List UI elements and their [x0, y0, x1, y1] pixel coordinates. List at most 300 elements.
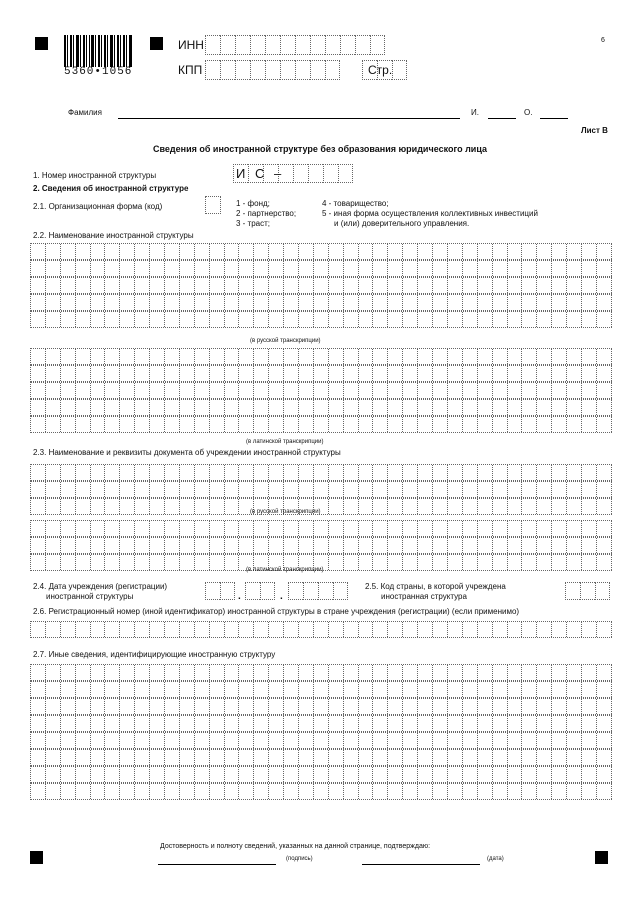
char-cell[interactable]: [478, 417, 493, 432]
char-cell[interactable]: [433, 383, 448, 398]
char-cell[interactable]: [61, 261, 76, 276]
char-cell[interactable]: [552, 261, 567, 276]
char-cell[interactable]: [299, 521, 314, 536]
grid-row[interactable]: [30, 243, 612, 260]
grid-row[interactable]: [30, 416, 612, 433]
char-cell[interactable]: [288, 582, 303, 600]
char-cell[interactable]: [150, 767, 165, 782]
char-cell[interactable]: [344, 400, 359, 415]
char-cell[interactable]: [31, 538, 46, 553]
char-cell[interactable]: [314, 784, 329, 799]
char-cell[interactable]: [478, 261, 493, 276]
char-cell[interactable]: [31, 244, 46, 259]
char-cell[interactable]: [120, 295, 135, 310]
char-cell[interactable]: [582, 383, 597, 398]
char-cell[interactable]: [478, 278, 493, 293]
char-cell[interactable]: [418, 622, 433, 637]
char-cell[interactable]: [205, 196, 221, 214]
char-cell[interactable]: [284, 261, 299, 276]
char-cell[interactable]: [567, 312, 582, 327]
char-cell[interactable]: [46, 622, 61, 637]
char-cell[interactable]: [284, 244, 299, 259]
char-cell[interactable]: [299, 465, 314, 480]
char-cell[interactable]: [46, 383, 61, 398]
char-cell[interactable]: [359, 555, 374, 570]
char-cell[interactable]: [552, 349, 567, 364]
char-cell[interactable]: [31, 665, 46, 680]
char-cell[interactable]: [388, 622, 403, 637]
char-cell[interactable]: [135, 538, 150, 553]
char-cell[interactable]: [225, 750, 240, 765]
grid-row[interactable]: [30, 621, 612, 638]
char-cell[interactable]: [180, 750, 195, 765]
char-cell[interactable]: [582, 400, 597, 415]
char-cell[interactable]: [463, 244, 478, 259]
char-cell[interactable]: [225, 383, 240, 398]
char-cell[interactable]: [210, 499, 225, 514]
grid-row[interactable]: [30, 382, 612, 399]
char-cell[interactable]: [567, 400, 582, 415]
char-cell[interactable]: [359, 622, 374, 637]
char-cell[interactable]: [508, 521, 523, 536]
char-cell[interactable]: [552, 538, 567, 553]
char-cell[interactable]: [46, 312, 61, 327]
char-cell[interactable]: [448, 555, 463, 570]
char-cell[interactable]: [76, 366, 91, 381]
char-cell[interactable]: [508, 366, 523, 381]
char-cell[interactable]: [31, 555, 46, 570]
char-cell[interactable]: [195, 555, 210, 570]
char-cell[interactable]: [225, 499, 240, 514]
char-cell[interactable]: [388, 699, 403, 714]
char-cell[interactable]: [120, 622, 135, 637]
char-cell[interactable]: [284, 482, 299, 497]
char-cell[interactable]: [269, 682, 284, 697]
char-cell[interactable]: [537, 295, 552, 310]
char-cell[interactable]: [478, 682, 493, 697]
char-cell[interactable]: [537, 716, 552, 731]
char-cell[interactable]: [582, 622, 597, 637]
char-cell[interactable]: [448, 767, 463, 782]
char-cell[interactable]: [478, 312, 493, 327]
char-cell[interactable]: [344, 383, 359, 398]
char-cell[interactable]: [76, 278, 91, 293]
char-cell[interactable]: [195, 349, 210, 364]
char-cell[interactable]: [225, 261, 240, 276]
char-cell[interactable]: [150, 499, 165, 514]
char-cell[interactable]: [46, 521, 61, 536]
char-cell[interactable]: [448, 716, 463, 731]
char-cell[interactable]: [225, 665, 240, 680]
char-cell[interactable]: [478, 465, 493, 480]
char-cell[interactable]: [418, 383, 433, 398]
char-cell[interactable]: [76, 499, 91, 514]
char-cell[interactable]: [359, 733, 374, 748]
char-cell[interactable]: [254, 417, 269, 432]
char-cell[interactable]: [105, 383, 120, 398]
char-cell[interactable]: [284, 699, 299, 714]
char-cell[interactable]: [522, 699, 537, 714]
char-cell[interactable]: [493, 682, 508, 697]
char-cell[interactable]: [522, 555, 537, 570]
char-cell[interactable]: [76, 750, 91, 765]
char-cell[interactable]: [293, 164, 308, 183]
char-cell[interactable]: [269, 750, 284, 765]
char-cell[interactable]: [269, 278, 284, 293]
char-cell[interactable]: [239, 295, 254, 310]
char-cell[interactable]: [76, 312, 91, 327]
char-cell[interactable]: [105, 555, 120, 570]
char-cell[interactable]: [150, 465, 165, 480]
char-cell[interactable]: [537, 482, 552, 497]
char-cell[interactable]: [180, 295, 195, 310]
char-cell[interactable]: [597, 465, 612, 480]
char-cell[interactable]: [91, 699, 106, 714]
initial-i-field[interactable]: [488, 118, 516, 119]
char-cell[interactable]: [91, 622, 106, 637]
char-cell[interactable]: [493, 383, 508, 398]
char-cell[interactable]: [493, 261, 508, 276]
char-cell[interactable]: [220, 582, 235, 600]
char-cell[interactable]: [418, 699, 433, 714]
char-cell[interactable]: [582, 278, 597, 293]
char-cell[interactable]: [284, 767, 299, 782]
char-cell[interactable]: [180, 665, 195, 680]
char-cell[interactable]: [31, 750, 46, 765]
char-cell[interactable]: [135, 465, 150, 480]
char-cell[interactable]: [359, 383, 374, 398]
char-cell[interactable]: [493, 665, 508, 680]
char-cell[interactable]: [105, 682, 120, 697]
char-cell[interactable]: [433, 465, 448, 480]
char-cell[interactable]: [46, 349, 61, 364]
char-cell[interactable]: [508, 716, 523, 731]
char-cell[interactable]: [582, 784, 597, 799]
char-cell[interactable]: [284, 538, 299, 553]
char-cell[interactable]: [522, 784, 537, 799]
char-cell[interactable]: [269, 312, 284, 327]
char-cell[interactable]: [205, 582, 220, 600]
char-cell[interactable]: [225, 482, 240, 497]
char-cell[interactable]: [359, 767, 374, 782]
char-cell[interactable]: [597, 295, 612, 310]
char-cell[interactable]: [388, 349, 403, 364]
char-cell[interactable]: [225, 555, 240, 570]
char-cell[interactable]: [582, 521, 597, 536]
char-cell[interactable]: [344, 278, 359, 293]
char-cell[interactable]: [418, 555, 433, 570]
char-cell[interactable]: [418, 465, 433, 480]
char-cell[interactable]: [373, 733, 388, 748]
char-cell[interactable]: [210, 312, 225, 327]
char-cell[interactable]: [31, 312, 46, 327]
char-cell[interactable]: [91, 244, 106, 259]
char-cell[interactable]: [403, 665, 418, 680]
char-cell[interactable]: [552, 482, 567, 497]
char-cell[interactable]: [463, 538, 478, 553]
char-cell[interactable]: [403, 400, 418, 415]
char-cell[interactable]: [373, 499, 388, 514]
char-cell[interactable]: [508, 278, 523, 293]
char-cell[interactable]: [582, 244, 597, 259]
char-cell[interactable]: [269, 482, 284, 497]
char-cell[interactable]: [284, 665, 299, 680]
char-cell[interactable]: [433, 417, 448, 432]
other-info-grid[interactable]: [30, 664, 612, 800]
char-cell[interactable]: [344, 244, 359, 259]
page-cells-boxes[interactable]: [362, 60, 407, 80]
char-cell[interactable]: [105, 482, 120, 497]
char-cell[interactable]: [150, 665, 165, 680]
char-cell[interactable]: [448, 366, 463, 381]
char-cell[interactable]: [314, 417, 329, 432]
char-cell[interactable]: [195, 665, 210, 680]
char-cell[interactable]: [403, 538, 418, 553]
char-cell[interactable]: [76, 784, 91, 799]
doc-rus-grid[interactable]: [30, 464, 612, 515]
char-cell[interactable]: [284, 383, 299, 398]
char-cell[interactable]: [463, 312, 478, 327]
char-cell[interactable]: [329, 699, 344, 714]
char-cell[interactable]: [329, 665, 344, 680]
char-cell[interactable]: [582, 295, 597, 310]
char-cell[interactable]: [418, 750, 433, 765]
grid-row[interactable]: [30, 294, 612, 311]
char-cell[interactable]: [46, 400, 61, 415]
char-cell[interactable]: [508, 499, 523, 514]
char-cell[interactable]: [180, 278, 195, 293]
char-cell[interactable]: [254, 665, 269, 680]
char-cell[interactable]: [180, 383, 195, 398]
char-cell[interactable]: [418, 417, 433, 432]
char-cell[interactable]: [597, 665, 612, 680]
char-cell[interactable]: [463, 349, 478, 364]
char-cell[interactable]: [508, 538, 523, 553]
char-cell[interactable]: [344, 682, 359, 697]
char-cell[interactable]: [582, 538, 597, 553]
char-cell[interactable]: [61, 349, 76, 364]
char-cell[interactable]: [180, 244, 195, 259]
char-cell[interactable]: [254, 244, 269, 259]
char-cell[interactable]: [597, 784, 612, 799]
char-cell[interactable]: [269, 383, 284, 398]
char-cell[interactable]: [265, 60, 280, 80]
char-cell[interactable]: [508, 295, 523, 310]
char-cell[interactable]: [567, 261, 582, 276]
char-cell[interactable]: [180, 400, 195, 415]
char-cell[interactable]: [225, 417, 240, 432]
char-cell[interactable]: [135, 383, 150, 398]
char-cell[interactable]: [299, 622, 314, 637]
char-cell[interactable]: [522, 682, 537, 697]
char-cell[interactable]: [567, 538, 582, 553]
char-cell[interactable]: [552, 555, 567, 570]
char-cell[interactable]: [239, 682, 254, 697]
char-cell[interactable]: [597, 716, 612, 731]
char-cell[interactable]: [284, 733, 299, 748]
char-cell[interactable]: [463, 278, 478, 293]
char-cell[interactable]: [225, 716, 240, 731]
char-cell[interactable]: [418, 716, 433, 731]
char-cell[interactable]: [329, 482, 344, 497]
char-cell[interactable]: [508, 733, 523, 748]
char-cell[interactable]: [508, 312, 523, 327]
char-cell[interactable]: [373, 767, 388, 782]
char-cell[interactable]: [91, 295, 106, 310]
char-cell[interactable]: [567, 383, 582, 398]
char-cell[interactable]: [344, 538, 359, 553]
char-cell[interactable]: [433, 521, 448, 536]
char-cell[interactable]: [195, 784, 210, 799]
char-cell[interactable]: [120, 555, 135, 570]
char-cell[interactable]: [239, 349, 254, 364]
date-day-cells[interactable]: [205, 582, 235, 600]
char-cell[interactable]: [239, 622, 254, 637]
char-cell[interactable]: [314, 261, 329, 276]
char-cell[interactable]: [433, 366, 448, 381]
char-cell[interactable]: [150, 278, 165, 293]
char-cell[interactable]: [463, 295, 478, 310]
char-cell[interactable]: [314, 767, 329, 782]
char-cell[interactable]: [195, 312, 210, 327]
char-cell[interactable]: [403, 682, 418, 697]
char-cell[interactable]: [448, 312, 463, 327]
char-cell[interactable]: [254, 622, 269, 637]
char-cell[interactable]: [150, 383, 165, 398]
char-cell[interactable]: [552, 465, 567, 480]
char-cell[interactable]: [105, 400, 120, 415]
char-cell[interactable]: [373, 278, 388, 293]
char-cell[interactable]: [329, 465, 344, 480]
char-cell[interactable]: [165, 733, 180, 748]
char-cell[interactable]: [493, 295, 508, 310]
char-cell[interactable]: [310, 35, 325, 55]
char-cell[interactable]: [225, 312, 240, 327]
char-cell[interactable]: [580, 582, 595, 600]
char-cell[interactable]: [418, 665, 433, 680]
char-cell[interactable]: [493, 699, 508, 714]
char-cell[interactable]: [463, 733, 478, 748]
char-cell[interactable]: [135, 784, 150, 799]
char-cell[interactable]: [120, 665, 135, 680]
char-cell[interactable]: [463, 682, 478, 697]
char-cell[interactable]: [61, 482, 76, 497]
char-cell[interactable]: [597, 767, 612, 782]
char-cell[interactable]: [239, 538, 254, 553]
char-cell[interactable]: [46, 465, 61, 480]
char-cell[interactable]: [359, 312, 374, 327]
char-cell[interactable]: [91, 555, 106, 570]
char-cell[interactable]: [373, 622, 388, 637]
char-cell[interactable]: [373, 383, 388, 398]
char-cell[interactable]: [463, 400, 478, 415]
char-cell[interactable]: [314, 665, 329, 680]
char-cell[interactable]: [388, 417, 403, 432]
char-cell[interactable]: [135, 521, 150, 536]
char-cell[interactable]: [329, 716, 344, 731]
char-cell[interactable]: [493, 366, 508, 381]
char-cell[interactable]: [61, 417, 76, 432]
char-cell[interactable]: [76, 465, 91, 480]
char-cell[interactable]: [359, 716, 374, 731]
char-cell[interactable]: [210, 261, 225, 276]
char-cell[interactable]: [522, 482, 537, 497]
char-cell[interactable]: [344, 261, 359, 276]
char-cell[interactable]: [210, 349, 225, 364]
char-cell[interactable]: [508, 465, 523, 480]
char-cell[interactable]: [180, 538, 195, 553]
char-cell[interactable]: [344, 499, 359, 514]
char-cell[interactable]: [299, 400, 314, 415]
char-cell[interactable]: [299, 716, 314, 731]
char-cell[interactable]: [537, 767, 552, 782]
char-cell[interactable]: [284, 682, 299, 697]
char-cell[interactable]: [46, 261, 61, 276]
char-cell[interactable]: [254, 784, 269, 799]
char-cell[interactable]: [478, 521, 493, 536]
grid-row[interactable]: [30, 715, 612, 732]
char-cell[interactable]: [359, 665, 374, 680]
char-cell[interactable]: [205, 60, 220, 80]
char-cell[interactable]: [91, 665, 106, 680]
char-cell[interactable]: [180, 261, 195, 276]
char-cell[interactable]: [373, 682, 388, 697]
char-cell[interactable]: [329, 767, 344, 782]
char-cell[interactable]: [210, 295, 225, 310]
char-cell[interactable]: [150, 784, 165, 799]
char-cell[interactable]: [582, 499, 597, 514]
char-cell[interactable]: [314, 366, 329, 381]
char-cell[interactable]: [180, 716, 195, 731]
char-cell[interactable]: [373, 521, 388, 536]
char-cell[interactable]: [105, 538, 120, 553]
char-cell[interactable]: [537, 312, 552, 327]
char-cell[interactable]: [478, 767, 493, 782]
char-cell[interactable]: [433, 499, 448, 514]
char-cell[interactable]: [552, 784, 567, 799]
char-cell[interactable]: [76, 400, 91, 415]
char-cell[interactable]: [165, 261, 180, 276]
char-cell[interactable]: [448, 665, 463, 680]
char-cell[interactable]: [493, 521, 508, 536]
char-cell[interactable]: [508, 383, 523, 398]
char-cell[interactable]: [567, 366, 582, 381]
char-cell[interactable]: [582, 682, 597, 697]
char-cell[interactable]: [403, 295, 418, 310]
char-cell[interactable]: [418, 733, 433, 748]
char-cell[interactable]: [388, 465, 403, 480]
char-cell[interactable]: [344, 784, 359, 799]
grid-row[interactable]: [30, 311, 612, 328]
char-cell[interactable]: [239, 261, 254, 276]
grid-row[interactable]: [30, 348, 612, 365]
char-cell[interactable]: [582, 312, 597, 327]
char-cell[interactable]: [329, 733, 344, 748]
char-cell[interactable]: [46, 784, 61, 799]
char-cell[interactable]: [210, 555, 225, 570]
char-cell[interactable]: [433, 716, 448, 731]
char-cell[interactable]: [567, 682, 582, 697]
char-cell[interactable]: [344, 716, 359, 731]
char-cell[interactable]: [329, 349, 344, 364]
char-cell[interactable]: [61, 538, 76, 553]
char-cell[interactable]: [338, 164, 353, 183]
char-cell[interactable]: [418, 261, 433, 276]
char-cell[interactable]: [225, 295, 240, 310]
char-cell[interactable]: [165, 499, 180, 514]
char-cell[interactable]: [373, 716, 388, 731]
char-cell[interactable]: [359, 400, 374, 415]
